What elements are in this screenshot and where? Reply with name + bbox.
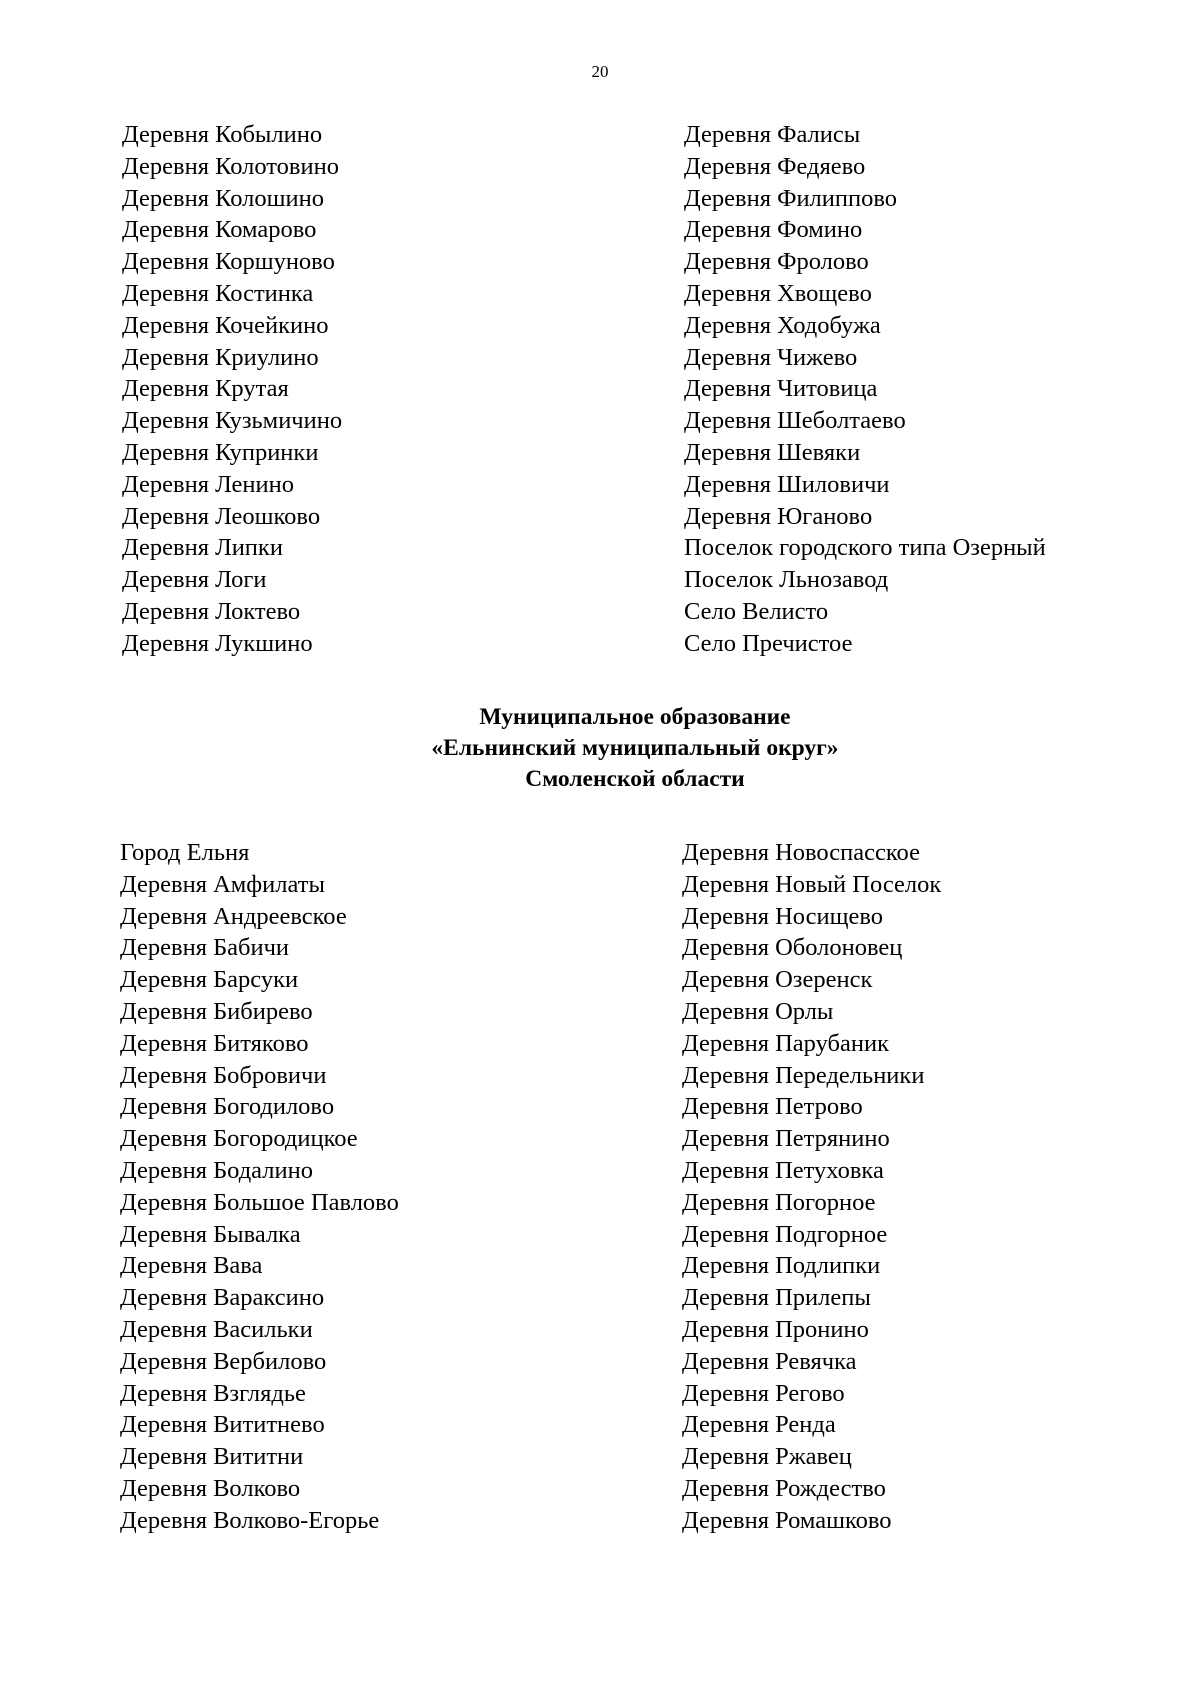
settlement-entry: Деревня Коршуново [122, 248, 335, 276]
settlement-entry: Деревня Подлипки [682, 1252, 881, 1280]
settlement-entry: Деревня Бибирево [120, 997, 313, 1025]
settlement-entry: Деревня Передельники [682, 1061, 925, 1089]
settlement-entry: Деревня Кузьмичино [122, 407, 343, 435]
settlement-entry: Деревня Читовица [684, 375, 878, 403]
settlement-entry: Деревня Бабичи [120, 934, 290, 962]
bottom-left-settlement-list [120, 837, 399, 1537]
settlement-entry: Деревня Оболоновец [682, 934, 903, 962]
settlement-entry: Деревня Фролово [684, 248, 869, 276]
settlement-entry: Город Ельня [120, 839, 250, 866]
settlement-entry: Деревня Леошково [122, 502, 321, 530]
section-heading [0, 702, 1200, 795]
settlement-entry: Деревня Фомино [684, 216, 863, 244]
top-right-settlement-list [684, 119, 1046, 660]
settlement-entry: Деревня Чижево [684, 343, 858, 371]
settlement-entry: Деревня Криулино [122, 343, 319, 371]
settlement-entry: Деревня Бывалка [120, 1220, 301, 1248]
settlement-entry: Деревня Вититнево [120, 1411, 325, 1439]
settlement-entry: Деревня Вербилово [120, 1347, 327, 1375]
settlement-entry: Деревня Озеренск [682, 966, 873, 994]
settlement-entry: Деревня Новый Поселок [682, 870, 942, 898]
settlement-entry: Деревня Костинка [122, 279, 314, 307]
settlement-entry: Деревня Ржавец [682, 1443, 852, 1471]
settlement-entry: Деревня Хвощево [684, 279, 872, 307]
settlement-entry: Деревня Кочейкино [122, 311, 329, 339]
settlement-entry: Деревня Липки [122, 534, 283, 562]
settlement-entry: Деревня Богородицкое [120, 1125, 358, 1153]
settlement-entry: Деревня Логи [122, 566, 267, 594]
settlement-entry: Деревня Колошино [122, 184, 324, 212]
settlement-entry: Деревня Барсуки [120, 966, 299, 994]
settlement-entry: Деревня Бодалино [120, 1156, 313, 1184]
settlement-entry: Деревня Прилепы [682, 1284, 871, 1312]
page-number: 20 [591, 62, 609, 81]
settlement-entry: Деревня Ромашково [682, 1506, 892, 1534]
settlement-entry: Деревня Филиппово [684, 184, 898, 212]
settlement-entry: Деревня Фалисы [684, 121, 861, 148]
settlement-entry: Деревня Петрянино [682, 1125, 890, 1153]
settlement-entry: Деревня Крутая [122, 375, 289, 403]
settlement-entry: Поселок Льнозавод [684, 566, 889, 594]
settlement-entry: Деревня Большое Павлово [120, 1188, 399, 1216]
bottom-right-settlement-list [682, 837, 941, 1537]
settlement-entry: Деревня Парубаник [682, 1029, 889, 1057]
settlement-entry: Деревня Волково [120, 1474, 301, 1502]
settlement-entry: Деревня Лукшино [122, 629, 313, 657]
settlement-entry: Деревня Взглядье [120, 1379, 306, 1407]
settlement-entry: Деревня Шевяки [684, 438, 861, 466]
settlement-entry: Деревня Петрово [682, 1093, 863, 1121]
settlement-entry: Деревня Юганово [684, 502, 873, 530]
settlement-entry: Деревня Петуховка [682, 1156, 884, 1184]
settlement-entry: Деревня Ренда [682, 1411, 836, 1439]
heading-line-2: «Ельнинский муниципальный округ» [431, 735, 839, 761]
settlement-entry: Деревня Колотовино [122, 152, 339, 180]
settlement-entry: Деревня Локтево [122, 597, 301, 625]
settlement-entry: Деревня Федяево [684, 152, 866, 180]
settlement-entry: Деревня Носищево [682, 902, 884, 930]
settlement-entry: Село Пречистое [684, 629, 853, 657]
top-left-settlement-list [122, 119, 342, 660]
settlement-entry: Деревня Бобровичи [120, 1061, 327, 1089]
settlement-entry: Деревня Васильки [120, 1315, 313, 1343]
settlement-entry: Деревня Регово [682, 1379, 845, 1407]
settlement-entry: Деревня Новоспасское [682, 839, 920, 866]
settlement-entry: Деревня Вава [120, 1252, 263, 1280]
settlement-entry: Деревня Подгорное [682, 1220, 888, 1248]
heading-line-1: Муниципальное образование [479, 704, 791, 730]
settlement-entry: Деревня Ходобужа [684, 311, 881, 339]
settlement-entry: Деревня Волково-Егорье [120, 1506, 380, 1534]
settlement-entry: Деревня Пронино [682, 1315, 869, 1343]
settlement-entry: Деревня Орлы [682, 997, 834, 1025]
settlement-entry: Деревня Вараксино [120, 1284, 325, 1312]
settlement-entry: Деревня Амфилаты [120, 870, 325, 898]
heading-line-3: Смоленской области [525, 766, 745, 792]
settlement-entry: Деревня Комарово [122, 216, 317, 244]
settlement-entry: Деревня Ленино [122, 470, 294, 498]
settlement-entry: Поселок городского типа Озерный [684, 534, 1046, 562]
settlement-entry: Деревня Рождество [682, 1474, 886, 1502]
settlement-entry: Деревня Кобылино [122, 121, 323, 148]
settlement-entry: Село Велисто [684, 597, 829, 625]
settlement-entry: Деревня Купринки [122, 438, 319, 466]
settlement-entry: Деревня Погорное [682, 1188, 876, 1216]
settlement-entry: Деревня Богодилово [120, 1093, 335, 1121]
settlement-entry: Деревня Битяково [120, 1029, 309, 1057]
settlement-entry: Деревня Андреевское [120, 902, 347, 930]
settlement-entry: Деревня Шеболтаево [684, 407, 906, 435]
settlement-entry: Деревня Шиловичи [684, 470, 890, 498]
settlement-entry: Деревня Ревячка [682, 1347, 857, 1375]
settlement-entry: Деревня Вититни [120, 1443, 304, 1471]
